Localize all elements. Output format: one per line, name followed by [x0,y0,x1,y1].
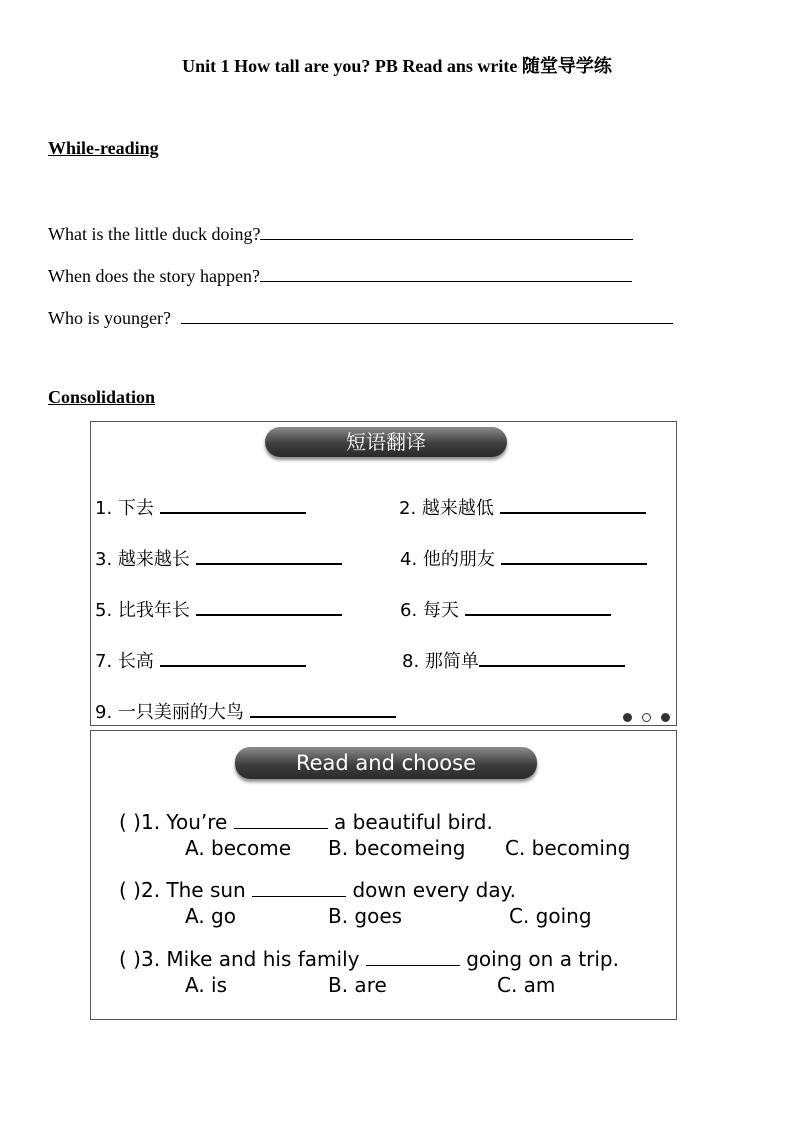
question-before: 2. The sun [140,878,253,902]
choose-box-title: Read and choose [235,747,537,779]
phrase-item-label: 9. 一只美丽的大鸟 [95,702,244,723]
phrase-blank[interactable] [160,496,306,514]
question-2 [48,263,632,287]
phrase-blank[interactable] [500,496,646,514]
question-before: 3. Mike and his family [140,947,366,971]
while-reading-heading: While-reading [48,138,159,158]
option-1a[interactable]: A. become [185,836,292,860]
option-2a[interactable]: A. go [185,904,236,928]
phrase-blank[interactable] [501,547,647,565]
phrase-blank[interactable] [160,649,306,667]
question-after: down every day. [346,878,516,902]
choice-question-1 [119,810,493,834]
option-1b[interactable]: B. becomeing [328,836,466,860]
carousel-dot-2[interactable] [642,713,651,722]
phrase-translation-box [90,421,677,726]
question-before: 1. You’re [140,810,234,834]
phrase-item-3 [95,545,342,571]
phrase-blank[interactable] [250,700,396,718]
answer-line-2[interactable] [260,263,632,282]
choice-question-2 [119,878,516,902]
phrase-item-label: 7. 长高 [95,651,154,672]
carousel-dot-3[interactable] [661,713,670,722]
phrase-item-7 [95,647,306,673]
phrase-item-9 [95,698,396,724]
choice-question-3 [119,947,619,971]
answer-line-1[interactable] [260,221,633,240]
consolidation-heading: Consolidation [48,387,156,407]
phrase-item-label: 3. 越来越长 [95,549,190,570]
phrase-item-4 [400,545,647,571]
phrase-item-5 [95,596,342,622]
phrase-item-label: 6. 每天 [400,600,459,621]
answer-paren[interactable]: ( ) [119,947,141,971]
option-3c[interactable]: C. am [497,973,556,997]
phrase-blank[interactable] [479,649,625,667]
question-2-text: When does the story happen? [48,266,260,286]
phrase-item-8 [402,647,625,673]
phrase-item-label: 1. 下去 [95,498,154,519]
phrase-item-label: 8. 那简单 [402,651,479,672]
phrase-item-label: 4. 他的朋友 [400,549,495,570]
carousel-dot-1[interactable] [623,713,632,722]
question-3 [48,305,673,329]
phrase-item-1 [95,494,306,520]
answer-paren[interactable]: ( ) [119,810,141,834]
option-3a[interactable]: A. is [185,973,228,997]
phrase-item-6 [400,596,611,622]
read-and-choose-box [90,730,677,1020]
option-2c[interactable]: C. going [509,904,592,928]
answer-line-3[interactable] [181,305,673,324]
phrase-item-label: 5. 比我年长 [95,600,190,621]
answer-paren[interactable]: ( ) [119,878,141,902]
option-3b[interactable]: B. are [328,973,387,997]
option-1c[interactable]: C. becoming [505,836,631,860]
phrase-box-title: 短语翻译 [265,427,507,457]
question-after: a beautiful bird. [327,810,493,834]
question-1 [48,221,633,245]
question-blank [252,878,346,897]
question-blank [234,810,328,829]
question-1-text: What is the little duck doing? [48,224,261,244]
page-title: Unit 1 How tall are you? PB Read ans write 随堂导学练 [182,56,612,76]
phrase-blank[interactable] [196,598,342,616]
question-3-text: Who is younger? [48,308,176,328]
question-blank [366,947,460,966]
phrase-blank[interactable] [196,547,342,565]
phrase-blank[interactable] [465,598,611,616]
phrase-item-2 [399,494,646,520]
option-2b[interactable]: B. goes [328,904,403,928]
question-after: going on a trip. [459,947,619,971]
phrase-item-label: 2. 越来越低 [399,498,494,519]
